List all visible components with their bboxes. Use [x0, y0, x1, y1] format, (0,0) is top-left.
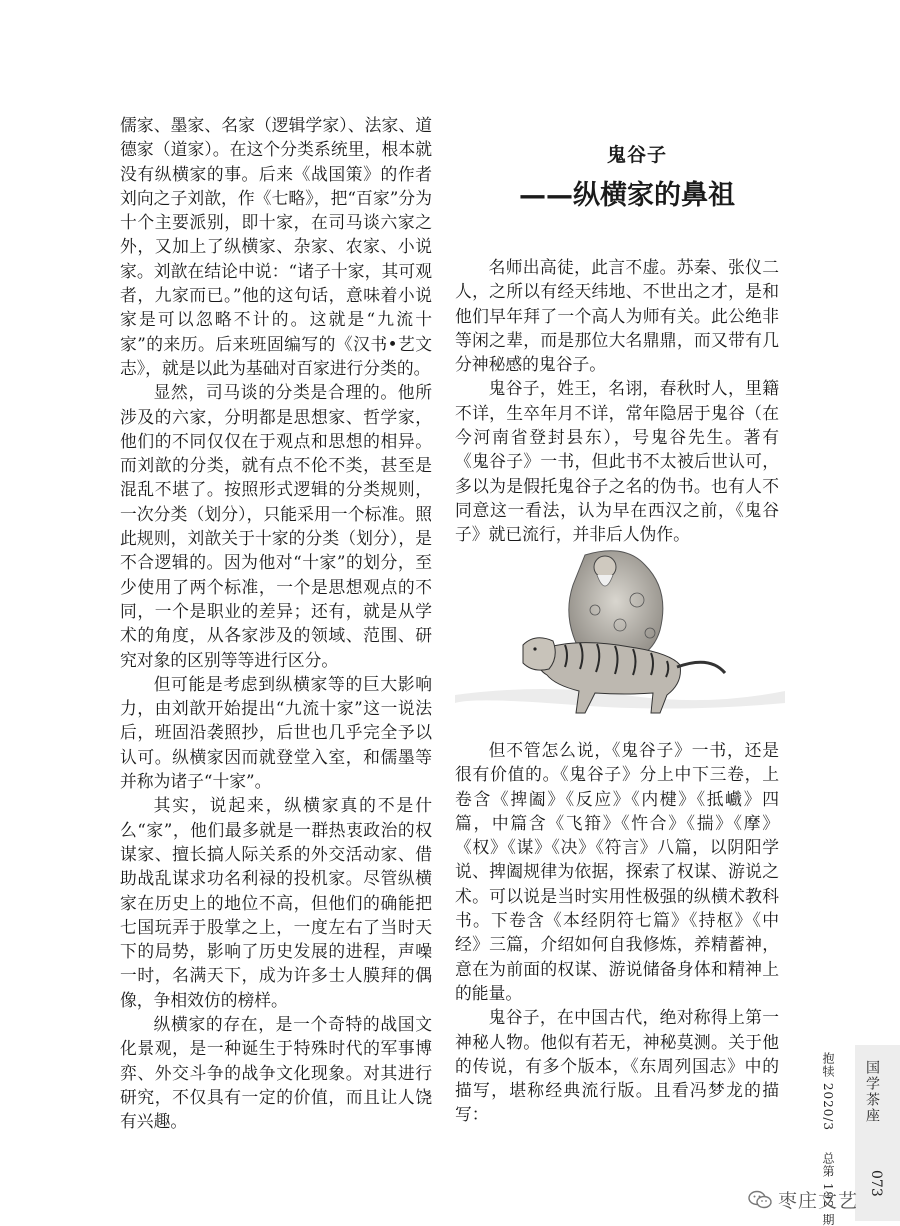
title-headline: ——纵横家的鼻祖 — [519, 180, 735, 211]
issue-label: 抱犊 2020/3 — [821, 1052, 835, 1132]
watermark — [748, 1186, 858, 1213]
watermark-text: 枣庄文艺 — [778, 1190, 859, 1212]
page-number: 073 — [868, 1170, 884, 1197]
right-column-bottom — [455, 738, 779, 1127]
issue-total: 总第 192 期 — [821, 1151, 835, 1226]
right-paragraph-4: 鬼谷子，在中国古代，绝对称得上第一神秘人物。他似有若无，神秘莫测。关于他的传说，有多个版本，《东周列国志》中的描写，堪称经典流行版。且看冯梦龙的描写： — [455, 1007, 779, 1125]
guiguzi-tiger-illustration — [455, 545, 785, 725]
section-title — [455, 140, 779, 212]
right-paragraph-1: 名师出高徒，此言不虚。苏秦、张仪二人，之所以有经天纬地、不世出之才，是和他们早年拜了一个高人为师有关。此公绝非等闲之辈，而是那位大名鼎鼎，而又带有几分神秘感的鬼谷子。 — [455, 257, 779, 375]
title-subject: 鬼谷子 — [606, 144, 667, 166]
right-column-top — [455, 255, 779, 547]
right-paragraph-2: 鬼谷子，姓王，名诩，春秋时人，里籍不详，生卒年月不详，常年隐居于鬼谷（在今河南省登封县东），号鬼谷先生。著有《鬼谷子》一书，但此书不太被后世认可，多以为是假托鬼谷子之名的伪书。也有人不同意这一看法，认为早在西汉之前，《鬼谷子》就已流行，并非后人伪作。 — [455, 378, 779, 545]
left-paragraph-1: 儒家、墨家、名家（逻辑学家）、法家、道德家（道家）。在这个分类系统里，根本就没有纵横家的事。后来《战国策》的作者刘向之子刘歆，作《七略》，把“百家”分为十个主要派别，即十家，在司马谈六家之外，又加上了纵横家、杂家、农家、小说家。刘歆在结论中说：“诸子十家，其可观者，九家而已。”他的这句话，意味着小说家是可以忽略不计的。这就是“九流十家”的来历。后来班固编写的《汉书•艺文志》，就是以此为基础对百家进行分类的。 — [120, 115, 432, 378]
left-paragraph-4: 其实，说起来，纵横家真的不是什么“家”，他们最多就是一群热衷政治的权谋家、擅长搞人际关系的外交活动家、借助战乱谋求功名利禄的投机家。尽管纵横家在历史上的地位不高，但他们的确能把七国玩弄于股掌之上，一度左右了当时天下的局势，影响了历史发展的进程，声噪一时，名满天下，成为许多士人膜拜的偶像，争相效仿的榜样。 — [120, 795, 432, 1010]
left-column — [120, 113, 432, 1133]
wechat-icon — [748, 1190, 772, 1210]
left-paragraph-2: 显然，司马谈的分类是合理的。他所涉及的六家，分明都是思想家、哲学家，他们的不同仅仅在于观点和思想的相异。而刘歆的分类，就有点不伦不类，甚至是混乱不堪了。按照形式逻辑的分类规则，一次分类（划分），只能采用一个标准。照此规则，刘歆关于十家的分类（划分），是不合逻辑的。因为他对“十家”的划分，至少使用了两个标准，一个是思想观点的不同，一个是职业的差异；还有，就是从学术的角度，从各家涉及的领域、范围、研究对象的区别等等进行区分。 — [120, 382, 432, 670]
right-paragraph-3: 但不管怎么说，《鬼谷子》一书，还是很有价值的。《鬼谷子》分上中下三卷，上卷含《捭阖》《反应》《内楗》《抵巇》四篇，中篇含《飞箝》《忤合》《揣》《摩》《权》《谋》《决》《符言》八篇，以阴阳学说、捭阖规律为依据，探索了权谋、游说之术。可以说是当时实用性极强的纵横术教科书。下卷含《本经阴符七篇》《持枢》《中经》三篇，介绍如何自我修炼，养精蓄神，意在为前面的权谋、游说储备身体和精神上的能量。 — [455, 740, 779, 1003]
left-paragraph-5: 纵横家的存在，是一个奇特的战国文化景观，是一种诞生于特殊时代的军事博弈、外交斗争的战争文化现象。对其进行研究，不仅具有一定的价值，而且让人饶有兴趣。 — [120, 1013, 432, 1132]
left-paragraph-3: 但可能是考虑到纵横家等的巨大影响力，由刘歆开始提出“九流十家”这一说法后，班固沿袭照抄，后世也几乎完全予以认可。纵横家因而就登堂入室，和儒墨等并称为诸子“十家”。 — [120, 673, 432, 792]
column-name: 国学茶座 — [864, 1060, 880, 1124]
